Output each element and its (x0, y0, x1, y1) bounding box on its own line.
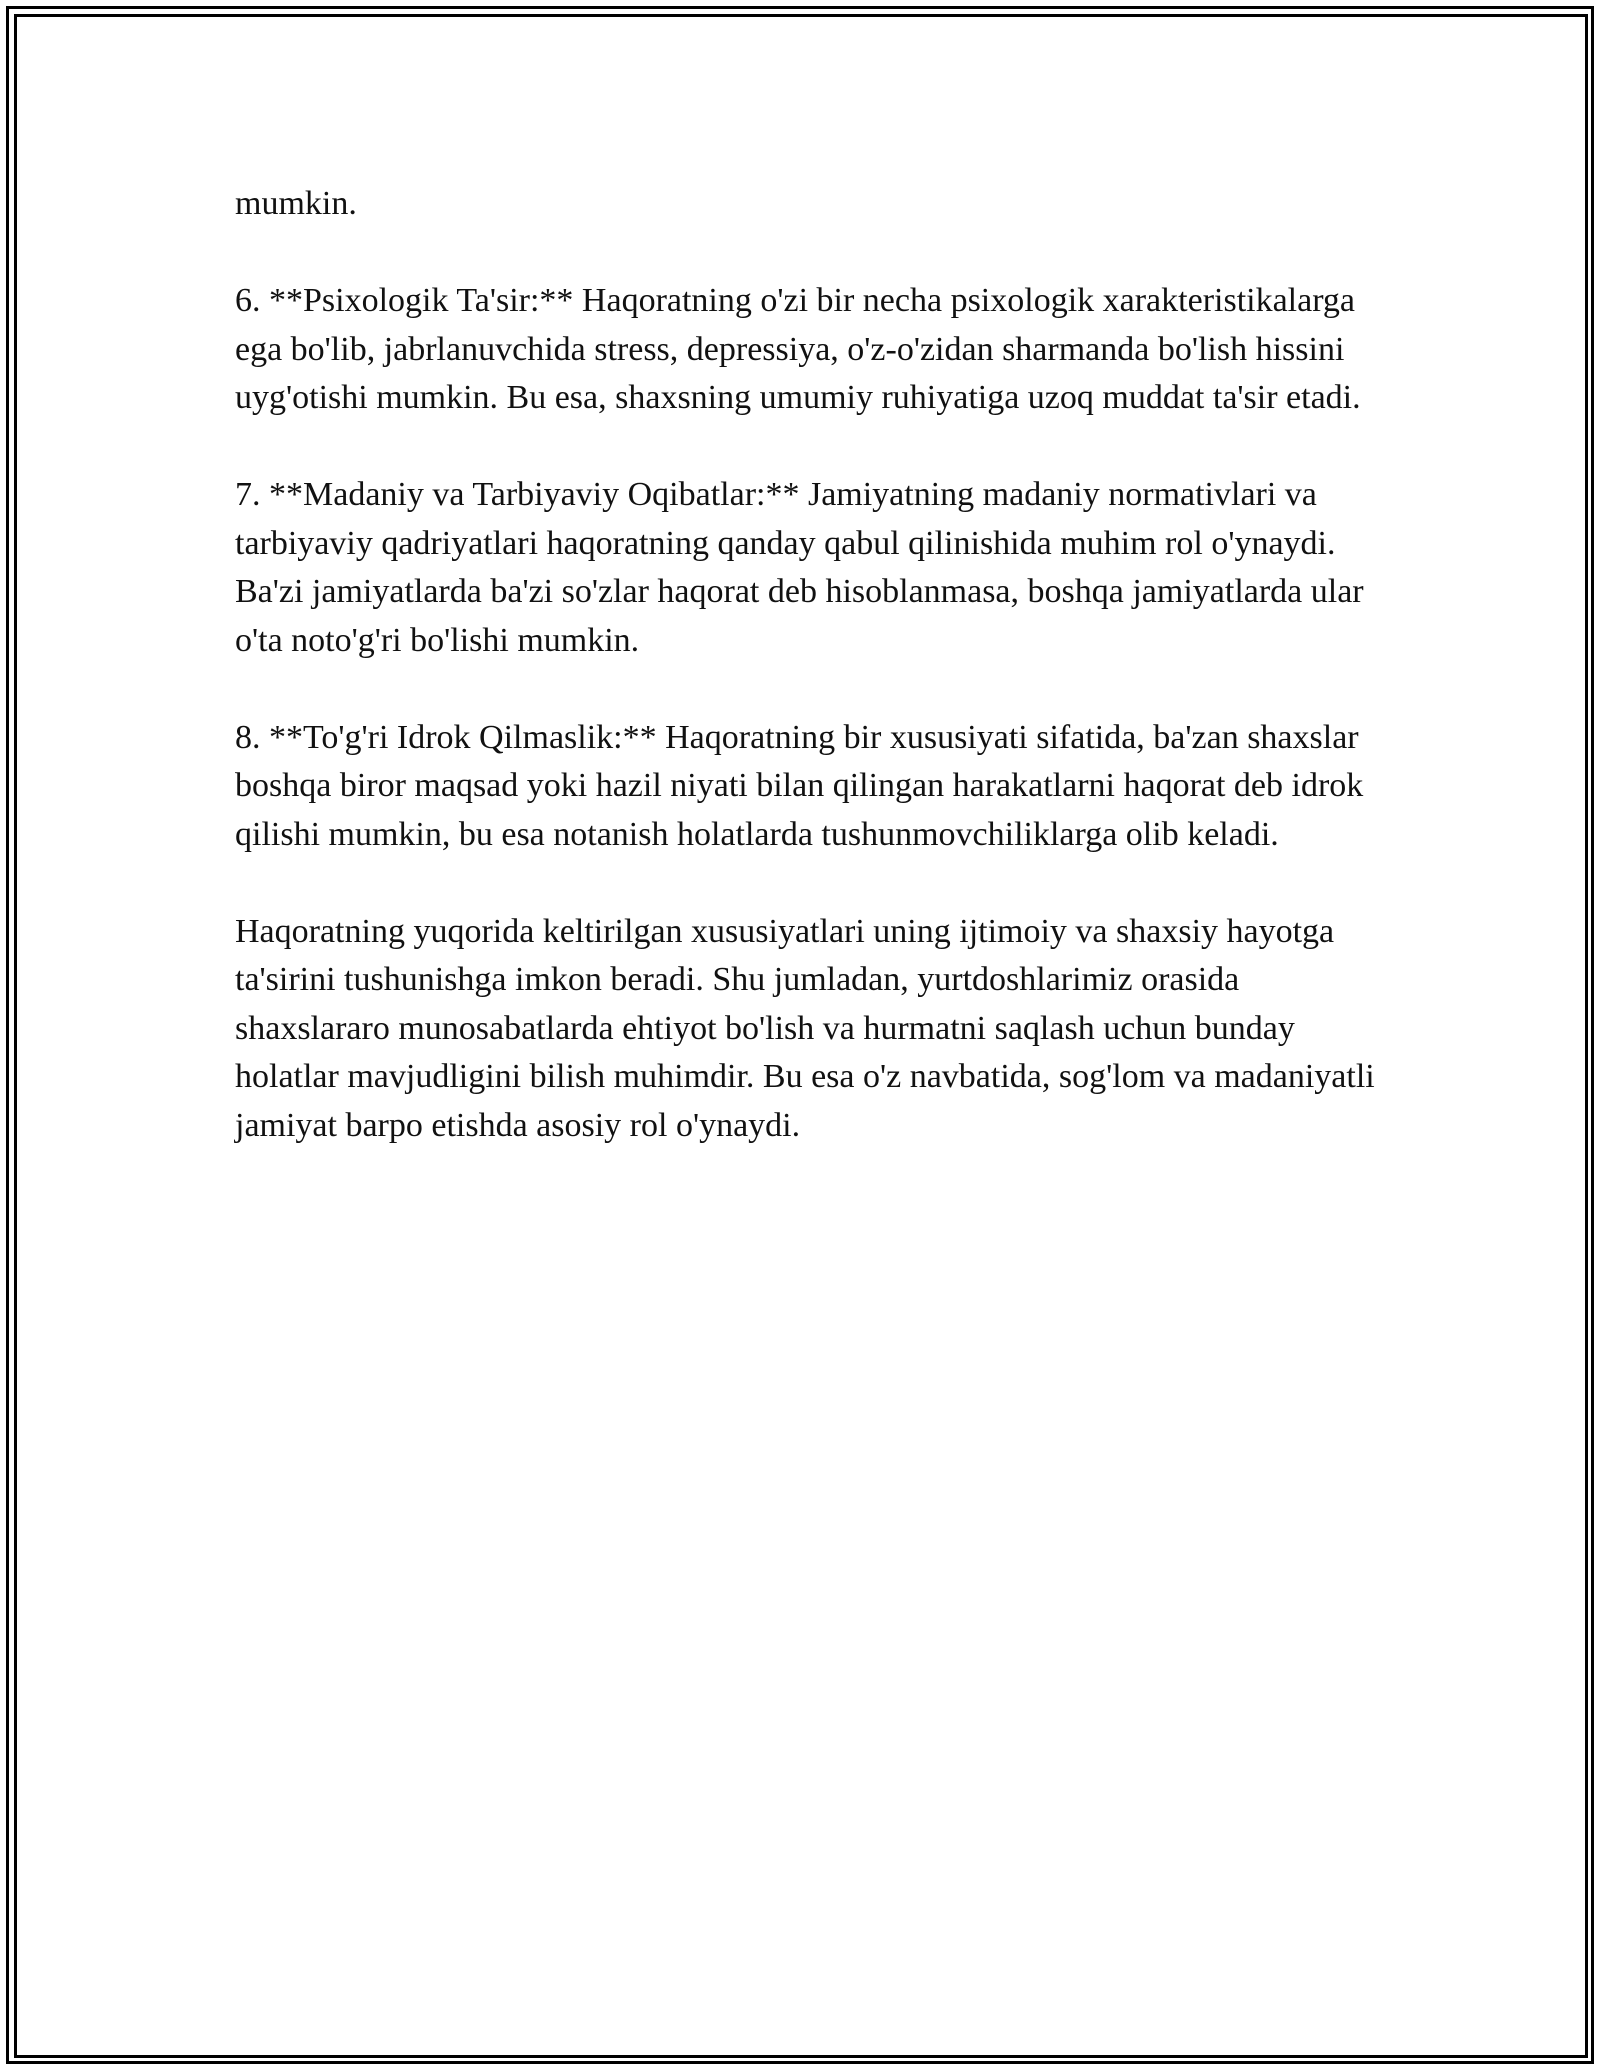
paragraph-item-6: 6. **Psixologik Ta'sir:** Haqoratning o'zi bir necha psixologik xarakteristikalarga ega bo'lib, jabrlanuvchida stress, depressiya, o'z-o'zidan sharmanda bo'lish hissini uyg'otishi mumkin. Bu esa, shaxsning umumiy ruhiyatiga uzoq muddat ta'sir etadi. (235, 282, 1361, 416)
paragraph-conclusion: Haqoratning yuqorida keltirilgan xususiyatlari uning ijtimoiy va shaxsiy hayotga ta'sirini tushunishga imkon beradi. Shu jumladan, yurtdoshlarimiz orasida shaxslararo munosabatlarda ehtiyot bo'lish va hurmatni saqlash uchun bunday holatlar mavjudligini bilish muhimdir. Bu esa o'z navbatida, sog'lom va madaniyatli jamiyat barpo etishda asosiy rol o'ynaydi. (235, 912, 1375, 1144)
paragraph-item-8: 8. **To'g'ri Idrok Qilmaslik:** Haqoratning bir xususiyati sifatida, ba'zan shaxslar boshqa biror maqsad yoki hazil niyati bilan qilingan harakatlarni haqorat deb idrok qilishi mumkin, bu esa notanish holatlarda tushunmovchiliklarga olib keladi. (235, 718, 1364, 853)
paragraph-continuation: mumkin. (235, 185, 357, 222)
paragraph-item-7: 7. **Madaniy va Tarbiyaviy Oqibatlar:** Jamiyatning madaniy normativlari va tarbiyaviy qadriyatlari haqoratning qanday qabul qilinishida muhim rol o'ynaydi. Ba'zi jamiyatlarda ba'zi so'zlar haqorat deb hisoblanmasa, boshqa jamiyatlarda ular o'ta noto'g'ri bo'lishi mumkin. (235, 476, 1364, 659)
document-body (235, 180, 1385, 1150)
